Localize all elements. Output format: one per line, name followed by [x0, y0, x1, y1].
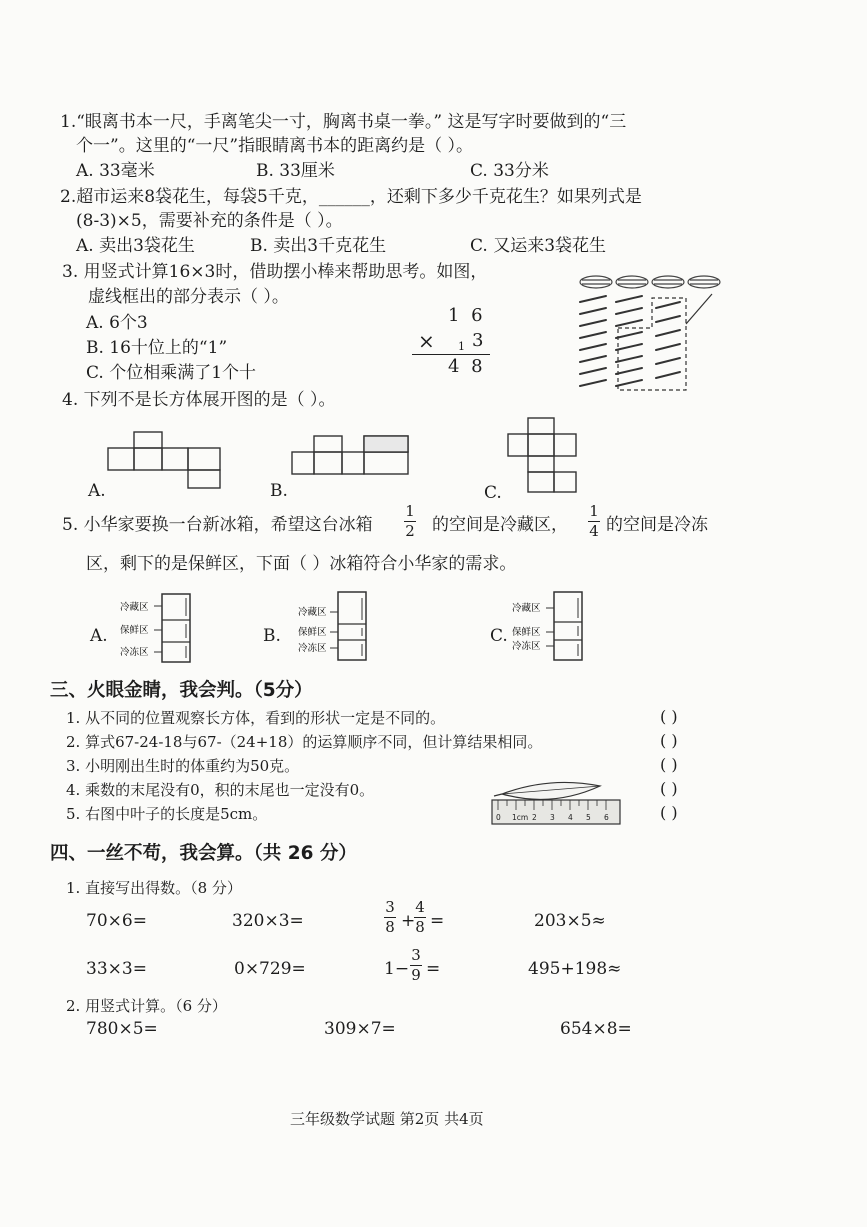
vertical-calc-309x7: 309×7=	[324, 1019, 396, 1039]
fraction-numerator: 3	[385, 898, 395, 916]
judge-item-2: 2. 算式67-24-18与67-（24+18）的运算顺序不同，但计算结果相同。	[66, 733, 543, 751]
fridge-a-zone-3: 冷冻区	[120, 647, 149, 658]
calc-203x5: 203×5≈	[534, 911, 606, 931]
calc-320x3: 320×3=	[232, 911, 304, 931]
net-c	[500, 410, 600, 498]
whole-minus: 1−	[384, 959, 410, 979]
fridge-a-zone-2: 保鲜区	[120, 625, 149, 636]
loose-sticks	[580, 296, 680, 386]
fridge-a	[118, 590, 198, 666]
leaf	[502, 782, 600, 799]
calc-operator: ×	[418, 329, 435, 353]
page-footer: 三年级数学试题 第2页 共4页	[290, 1110, 484, 1128]
fraction-denominator: 8	[415, 918, 425, 936]
judge-item-1: 1. 从不同的位置观察长方体，看到的形状一定是不同的。	[66, 709, 446, 727]
fraction-denominator: 8	[385, 918, 395, 936]
calc-495-198: 495+198≈	[528, 959, 622, 979]
q4-text: 4. 下列不是长方体展开图的是（ ）。	[62, 390, 336, 410]
plus-operator: +	[401, 911, 416, 931]
section4-title: 四、一丝不苟，我会算。（共 26 分）	[50, 843, 357, 864]
calc-carry: 1	[458, 340, 465, 353]
q5-text-pre: 5. 小华家要换一台新冰箱，希望这台冰箱	[62, 515, 373, 535]
pointer-line	[686, 294, 712, 324]
fraction-numerator: 1	[589, 502, 599, 520]
judge-item-4: 4. 乘数的末尾没有0，积的末尾也一定没有0。	[66, 781, 375, 799]
calc-top: 1 6	[448, 305, 486, 326]
judge-item-5: 5. 右图中叶子的长度是5cm。	[66, 805, 268, 823]
net-label-a: A.	[88, 481, 106, 501]
fraction-numerator: 4	[415, 898, 425, 916]
equals-sign: =	[430, 911, 445, 931]
fridge-c-zone-3: 冷冻区	[512, 641, 541, 652]
stick-bundle-4	[688, 276, 720, 288]
calc-line	[412, 354, 490, 355]
ruler-label-1: 1cm	[512, 813, 529, 822]
answer-paren-1[interactable]: ( )	[660, 707, 678, 726]
vertical-calc-654x8: 654×8=	[560, 1019, 632, 1039]
q5-text-post: 的空间是冷冻	[606, 515, 708, 535]
q1-option-c: C. 33分米	[470, 161, 549, 181]
q1-line2: 个一”。这里的“一尺”指眼睛离书本的距离约是（ ）。	[76, 136, 473, 156]
answer-paren-5[interactable]: ( )	[660, 803, 678, 822]
net-b	[284, 432, 434, 488]
q2-option-b: B. 卖出3千克花生	[250, 236, 387, 256]
ruler-label-2: 2	[532, 813, 537, 822]
calc-0x729: 0×729=	[234, 959, 306, 979]
fridge-b-zone-3: 冷冻区	[298, 643, 327, 654]
judge-item-3: 3. 小明刚出生时的体重约为50克。	[66, 757, 300, 775]
q3-option-c: C. 个位相乘满了1个十	[86, 363, 257, 383]
q5-text-mid: 的空间是冷藏区，	[432, 515, 568, 535]
section3-title: 三、火眼金睛，我会判。（5分）	[50, 680, 313, 701]
stick-bundle-1	[580, 276, 612, 288]
sticks-illustration	[572, 268, 734, 394]
answer-paren-3[interactable]: ( )	[660, 755, 678, 774]
fraction-denominator: 4	[589, 522, 599, 540]
fridge-c	[510, 588, 590, 664]
fraction-denominator: 2	[405, 522, 415, 540]
fraction-one-half	[404, 503, 416, 540]
q2-line2: (8-3)×5，需要补充的条件是（ ）。	[76, 211, 343, 231]
vertical-calc-780x5: 780×5=	[86, 1019, 158, 1039]
fridge-label-a: A.	[90, 626, 108, 646]
fraction-one-quarter	[588, 503, 600, 540]
fridge-c-zone-1: 冷藏区	[512, 603, 541, 614]
q3-line1: 3. 用竖式计算16×3时，借助摆小棒来帮助思考。如图，	[62, 262, 488, 282]
fridge-label-c: C.	[490, 626, 508, 646]
fraction-numerator: 1	[405, 502, 415, 520]
fridge-label-b: B.	[263, 626, 281, 646]
calc-70x6: 70×6=	[86, 911, 147, 931]
net-label-b: B.	[270, 481, 288, 501]
answer-paren-4[interactable]: ( )	[660, 779, 678, 798]
stick-bundle-2	[616, 276, 648, 288]
net-a	[100, 428, 240, 494]
fraction-4-8	[414, 899, 426, 936]
q3-line2: 虚线框出的部分表示（ ）。	[88, 287, 289, 307]
calc-33x3: 33×3=	[86, 959, 147, 979]
fraction-3-9	[410, 947, 422, 984]
q5-line2: 区，剩下的是保鲜区，下面（ ）冰箱符合小华家的需求。	[86, 554, 517, 574]
fridge-b	[296, 588, 376, 664]
q3-option-a: A. 6个3	[86, 313, 148, 333]
ruler-label-4: 4	[568, 813, 573, 822]
ruler-label-5: 5	[586, 813, 591, 822]
ruler-label-6: 6	[604, 813, 609, 822]
ruler-label-0: 0	[496, 813, 501, 822]
q1-line1: 1.“眼离书本一尺，手离笔尖一寸，胸离书桌一拳。” 这是写字时要做到的“三	[60, 112, 627, 132]
fridge-c-zone-2: 保鲜区	[512, 627, 541, 638]
sec4-sub2: 2. 用竖式计算。（6 分）	[66, 997, 227, 1015]
fridge-a-zone-1: 冷藏区	[120, 602, 149, 613]
stick-bundle-3	[652, 276, 684, 288]
fraction-3-8	[384, 899, 396, 936]
fridge-b-zone-2: 保鲜区	[298, 627, 327, 638]
fridge-b-zone-1: 冷藏区	[298, 607, 327, 618]
ruler-label-3: 3	[550, 813, 555, 822]
sec4-sub1: 1. 直接写出得数。（8 分）	[66, 879, 242, 897]
calc-multiplier: 3	[472, 330, 484, 351]
leaf-ruler-illustration	[490, 774, 624, 828]
equals-sign: =	[426, 959, 441, 979]
q1-option-a: A. 33毫米	[76, 161, 155, 181]
q3-option-b: B. 16十位上的“1”	[86, 338, 228, 358]
net-label-c: C.	[484, 483, 502, 503]
q1-option-b: B. 33厘米	[256, 161, 335, 181]
fraction-denominator: 9	[411, 966, 421, 984]
fraction-numerator: 3	[411, 946, 421, 964]
answer-paren-2[interactable]: ( )	[660, 731, 678, 750]
calc-result: 4 8	[448, 356, 486, 377]
q2-option-a: A. 卖出3袋花生	[76, 236, 195, 256]
q2-line1: 2.超市运来8袋花生，每袋5千克，______，还剩下多少千克花生？如果列式是	[60, 187, 642, 207]
q2-option-c: C. 又运来3袋花生	[470, 236, 607, 256]
